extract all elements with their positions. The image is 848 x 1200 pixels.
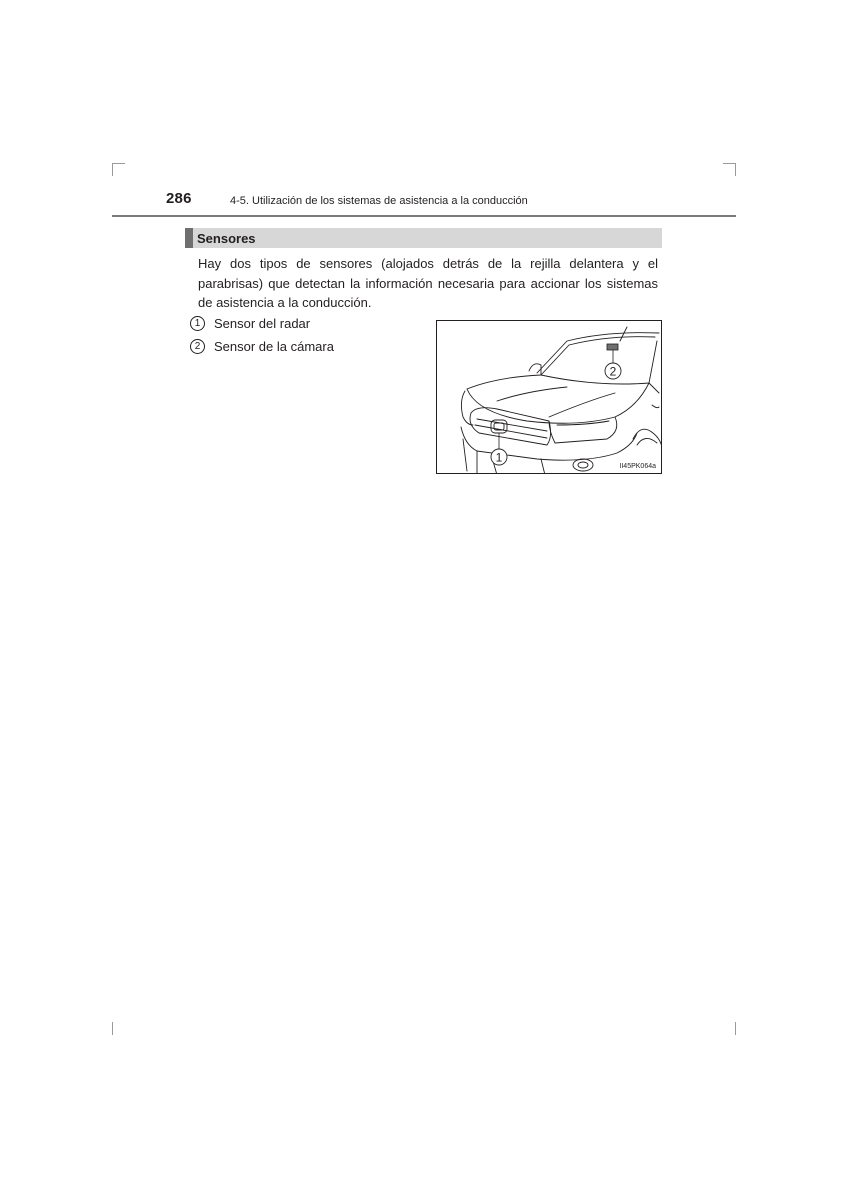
callout-1 (491, 449, 507, 465)
crop-mark-bottom-left (112, 1022, 113, 1035)
intro-paragraph: Hay dos tipos de sensores (alojados detrás de la rejilla delantera y el parabrisas) que detectan la información necesaria para accionar los sistemas de asistencia a la conducción. (198, 256, 658, 310)
section-header (185, 228, 662, 248)
item-number-badge: 2 (190, 339, 205, 354)
crop-mark-bottom-right (735, 1022, 736, 1035)
vehicle-illustration (436, 320, 662, 474)
section-path: 4-5. Utilización de los sistemas de asistencia a la conducción (230, 195, 528, 207)
section-accent (185, 228, 193, 248)
callout-2 (605, 363, 621, 379)
crop-mark-top-left (112, 163, 113, 176)
callout-2-label: 2 (609, 364, 617, 379)
item-number-badge: 1 (190, 316, 205, 331)
section-title: Sensores (197, 231, 256, 246)
crop-mark-top-left (112, 163, 125, 164)
page-number: 286 (166, 190, 192, 207)
truck-front-drawing (437, 321, 662, 474)
crop-mark-top-right (735, 163, 736, 176)
camera-sensor-marker (607, 344, 618, 363)
item-label: Sensor de la cámara (214, 339, 334, 354)
crop-mark-top-right (723, 163, 736, 164)
header-rule (112, 215, 736, 217)
list-item (190, 339, 334, 355)
figure-code: II45PK064a (619, 463, 656, 470)
callout-1-label: 1 (495, 450, 503, 465)
item-label: Sensor del radar (214, 316, 311, 331)
list-item (190, 316, 310, 332)
